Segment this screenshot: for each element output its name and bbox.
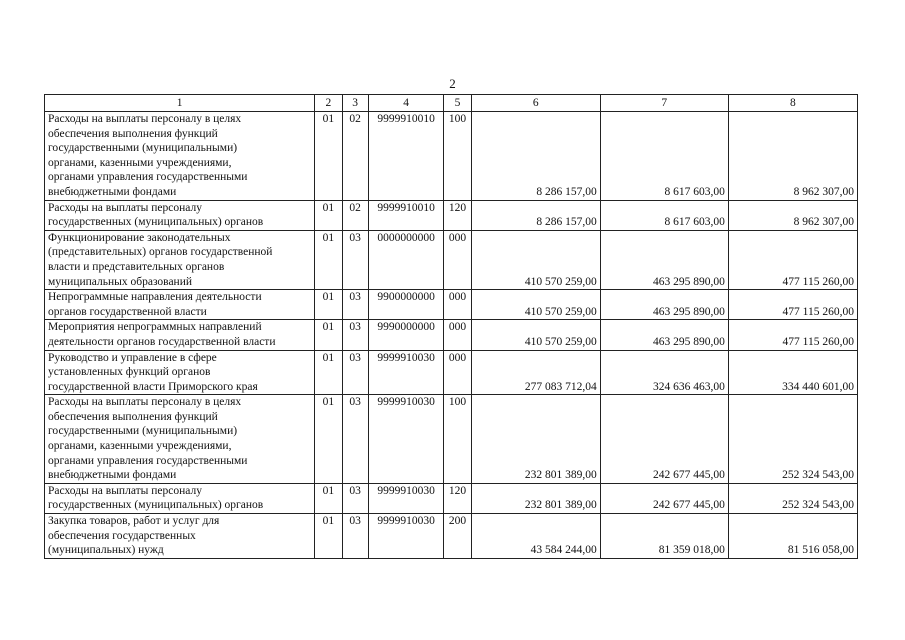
- amount-col7: 8 617 603,00: [600, 112, 728, 201]
- section-code: 01: [315, 395, 342, 484]
- target-article-code: 9999910030: [368, 395, 444, 484]
- amount-col6: 277 083 712,04: [471, 350, 600, 395]
- row-name-line: Функционирование законодательных: [48, 231, 231, 244]
- row-name: [45, 395, 315, 484]
- table-row: [45, 395, 858, 484]
- row-name-line: государственными (муниципальными): [48, 425, 238, 438]
- expense-type-code: 120: [444, 483, 471, 513]
- amount-col7: 463 295 890,00: [600, 290, 728, 320]
- row-name-line: муниципальных образований: [48, 275, 193, 288]
- section-code: 01: [315, 230, 342, 289]
- row-name-line: органами управления государственными: [48, 171, 248, 184]
- amount-col6: 410 570 259,00: [471, 290, 600, 320]
- amount-col6: 410 570 259,00: [471, 320, 600, 350]
- header-row: [45, 95, 858, 112]
- amount-col7: 463 295 890,00: [600, 230, 728, 289]
- amount-col8: 477 115 260,00: [728, 290, 857, 320]
- header-cell: 1: [45, 95, 315, 112]
- expense-type-code: 200: [444, 514, 471, 559]
- budget-table: [44, 94, 858, 559]
- section-code: 01: [315, 320, 342, 350]
- section-code: 01: [315, 483, 342, 513]
- table-row: [45, 112, 858, 201]
- amount-col6: 232 801 389,00: [471, 395, 600, 484]
- target-article-code: 9999910030: [368, 350, 444, 395]
- row-name-line: государственных (муниципальных) органов: [48, 216, 264, 229]
- row-name-line: Расходы на выплаты персоналу: [48, 484, 202, 497]
- row-name-line: установленных функций органов: [48, 366, 211, 379]
- amount-col6: 232 801 389,00: [471, 483, 600, 513]
- expense-type-code: 000: [444, 320, 471, 350]
- row-name: [45, 350, 315, 395]
- row-name-line: (представительных) органов государственной: [48, 246, 273, 259]
- table-row: [45, 483, 858, 513]
- row-name-line: государственными (муниципальными): [48, 142, 238, 155]
- subsection-code: 03: [342, 230, 368, 289]
- section-code: 01: [315, 112, 342, 201]
- expense-type-code: 000: [444, 230, 471, 289]
- row-name-line: Закупка товаров, работ и услуг для: [48, 515, 220, 528]
- table-row: [45, 230, 858, 289]
- header-cell: 6: [471, 95, 600, 112]
- header-cell: 3: [342, 95, 368, 112]
- row-name-line: внебюджетными фондами: [48, 185, 177, 198]
- row-name-line: Мероприятия непрограммных направлений: [48, 321, 262, 334]
- table-row: [45, 514, 858, 559]
- header-cell: 2: [315, 95, 342, 112]
- table-row: [45, 290, 858, 320]
- header-cell: 5: [444, 95, 471, 112]
- row-name-line: государственной власти Приморского края: [48, 380, 258, 393]
- amount-col6: 410 570 259,00: [471, 230, 600, 289]
- target-article-code: 9999910010: [368, 200, 444, 230]
- subsection-code: 03: [342, 395, 368, 484]
- amount-col6: 8 286 157,00: [471, 112, 600, 201]
- amount-col8: 252 324 543,00: [728, 483, 857, 513]
- row-name: [45, 200, 315, 230]
- row-name-line: деятельности органов государственной власти: [48, 335, 276, 348]
- subsection-code: 03: [342, 290, 368, 320]
- target-article-code: 0000000000: [368, 230, 444, 289]
- table-row: [45, 350, 858, 395]
- header-cell: 8: [728, 95, 857, 112]
- header-cell: 4: [368, 95, 444, 112]
- row-name-line: обеспечения выполнения функций: [48, 127, 218, 140]
- row-name-line: органами, казенными учреждениями,: [48, 440, 232, 453]
- row-name-line: обеспечения государственных: [48, 529, 196, 542]
- table-row: [45, 320, 858, 350]
- amount-col8: 334 440 601,00: [728, 350, 857, 395]
- row-name: [45, 320, 315, 350]
- row-name-line: Руководство и управление в сфере: [48, 351, 217, 364]
- amount-col7: 463 295 890,00: [600, 320, 728, 350]
- amount-col8: 477 115 260,00: [728, 320, 857, 350]
- expense-type-code: 100: [444, 395, 471, 484]
- row-name-line: органов государственной власти: [48, 305, 207, 318]
- row-name-line: власти и представительных органов: [48, 260, 225, 273]
- row-name: [45, 230, 315, 289]
- row-name-line: Расходы на выплаты персоналу в целях: [48, 113, 242, 125]
- target-article-code: 9999910030: [368, 483, 444, 513]
- row-name: [45, 290, 315, 320]
- section-code: 01: [315, 514, 342, 559]
- row-name-line: Непрограммные направления деятельности: [48, 291, 262, 304]
- amount-col7: 242 677 445,00: [600, 395, 728, 484]
- amount-col8: 477 115 260,00: [728, 230, 857, 289]
- amount-col6: 8 286 157,00: [471, 200, 600, 230]
- amount-col8: 8 962 307,00: [728, 112, 857, 201]
- amount-col8: 8 962 307,00: [728, 200, 857, 230]
- row-name-line: обеспечения выполнения функций: [48, 410, 218, 423]
- row-name-line: (муниципальных) нужд: [48, 544, 164, 557]
- expense-type-code: 100: [444, 112, 471, 201]
- row-name-line: Расходы на выплаты персоналу: [48, 201, 202, 214]
- subsection-code: 03: [342, 483, 368, 513]
- amount-col6: 43 584 244,00: [471, 514, 600, 559]
- row-name-line: органами управления государственными: [48, 454, 248, 467]
- row-name: [45, 483, 315, 513]
- row-name-line: государственных (муниципальных) органов: [48, 499, 264, 512]
- amount-col8: 81 516 058,00: [728, 514, 857, 559]
- row-name-line: органами, казенными учреждениями,: [48, 156, 232, 169]
- header-cell: 7: [600, 95, 728, 112]
- target-article-code: 9900000000: [368, 290, 444, 320]
- page-number: 2: [449, 76, 456, 91]
- row-name: [45, 112, 315, 201]
- section-code: 01: [315, 200, 342, 230]
- subsection-code: 02: [342, 200, 368, 230]
- amount-col8: 252 324 543,00: [728, 395, 857, 484]
- subsection-code: 03: [342, 514, 368, 559]
- target-article-code: 9990000000: [368, 320, 444, 350]
- amount-col7: 8 617 603,00: [600, 200, 728, 230]
- subsection-code: 03: [342, 320, 368, 350]
- table-row: [45, 200, 858, 230]
- section-code: 01: [315, 290, 342, 320]
- amount-col7: 242 677 445,00: [600, 483, 728, 513]
- subsection-code: 03: [342, 350, 368, 395]
- amount-col7: 81 359 018,00: [600, 514, 728, 559]
- section-code: 01: [315, 350, 342, 395]
- expense-type-code: 000: [444, 350, 471, 395]
- target-article-code: 9999910030: [368, 514, 444, 559]
- row-name: [45, 514, 315, 559]
- amount-col7: 324 636 463,00: [600, 350, 728, 395]
- target-article-code: 9999910010: [368, 112, 444, 201]
- row-name-line: внебюджетными фондами: [48, 469, 177, 482]
- subsection-code: 02: [342, 112, 368, 201]
- row-name-line: Расходы на выплаты персоналу в целях: [48, 396, 242, 409]
- expense-type-code: 000: [444, 290, 471, 320]
- expense-type-code: 120: [444, 200, 471, 230]
